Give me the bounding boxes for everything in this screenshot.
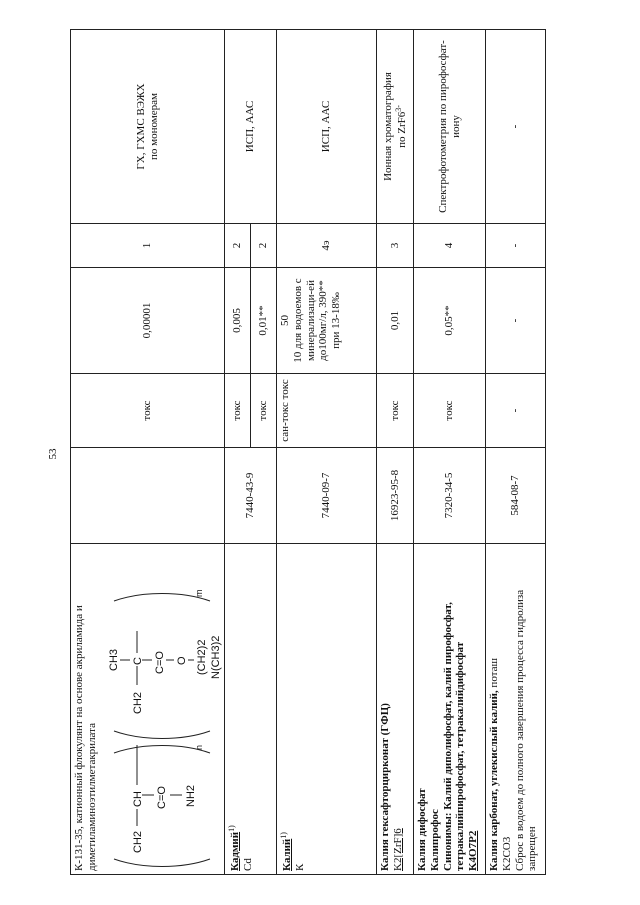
formula-n: n	[194, 744, 205, 750]
cadmium-name: Кадмий	[229, 831, 242, 871]
formula-ch2-2n: (CH2)2	[196, 639, 209, 675]
table-row-cadmium-1	[225, 30, 251, 875]
substances-table	[70, 29, 546, 875]
diphosphate-synonyms-label: Синонимы:	[441, 812, 454, 871]
formula-ch3: CH3	[108, 648, 121, 671]
cell-carbonate-pdk: -	[486, 268, 546, 374]
carbonate-name-extra: поташ	[488, 658, 501, 688]
cell-diphosphate-name	[414, 544, 486, 875]
hexafluorozirconate-method-2	[394, 33, 409, 220]
table-row-carbonate	[486, 30, 546, 875]
formula-nh2: NH2	[185, 784, 198, 807]
rotated-table-wrapper	[70, 30, 539, 875]
cell-cadmium-pdk-2: 0,01**	[251, 268, 277, 374]
diphosphate-synonyms-text: Калий диполифосфат, калий пирофосфат, тетракалийпирофосфат, тетракалийдифосфат	[441, 602, 467, 871]
diphosphate-name-2: Калипрофос	[428, 809, 441, 871]
formula-o: O	[176, 656, 189, 665]
cell-flocculant-hazard: токс	[71, 374, 225, 448]
hexafluorozirconate-formula: K2[ZrF]6	[391, 828, 404, 871]
page-number: 53	[47, 448, 59, 460]
potassium-symbol: К	[293, 863, 306, 871]
cell-cadmium-method: ИСП, ААС	[225, 30, 277, 224]
formula-co-2: C=O	[154, 651, 167, 674]
cell-cadmium-class-1: 2	[225, 224, 251, 268]
carbonate-name: Калия карбонат, углекислый калий,	[488, 690, 501, 871]
cell-hexafluorozirconate-name	[377, 544, 414, 875]
cell-cadmium-name	[225, 544, 277, 875]
cell-carbonate-name	[486, 544, 546, 875]
cell-carbonate-hazard: -	[486, 374, 546, 448]
cell-hexafluorozirconate-pdk: 0,01	[377, 268, 414, 374]
flocculant-method: ГХ, ГХМС ВЭЖХ	[135, 83, 147, 170]
formula-ch2-1: CH2	[132, 830, 145, 853]
hexafluorozirconate-name: Калия гексафторцирконат (ГФЦ)	[379, 703, 392, 871]
cell-potassium-class: 4э	[277, 224, 377, 268]
acrylamide-copolymer-structure	[102, 551, 222, 871]
diphosphate-formula: K4O7P2	[466, 830, 479, 871]
cadmium-symbol: Cd	[241, 858, 254, 871]
cell-carbonate-method: -	[486, 30, 546, 224]
cell-cadmium-pdk-1: 0,005	[225, 268, 251, 374]
cell-hexafluorozirconate-cas: 16923-95-8	[377, 448, 414, 544]
cell-hexafluorozirconate-class: 3	[377, 224, 414, 268]
cell-diphosphate-method: Спектрофотометрия по пирофосфат-иону	[414, 30, 486, 224]
cell-cadmium-class-2: 2	[251, 224, 277, 268]
diphosphate-name: Калия дифосфат	[416, 788, 429, 871]
flocculant-method-note: по мономерам	[147, 93, 160, 160]
cell-diphosphate-pdk: 0,05**	[414, 268, 486, 374]
formula-nme2: N(CH3)2	[210, 635, 223, 679]
cell-potassium-method: ИСП, ААС	[277, 30, 377, 224]
table-row-flocculant	[71, 30, 225, 875]
cell-potassium-cas: 7440-09-7	[277, 448, 377, 544]
cell-cadmium-hazard-2: токс	[251, 374, 277, 448]
flocculant-name: К-131-35, катионный флокулянт на основе акриламида и диметиламиноэтилметакрилата	[73, 605, 98, 871]
hexafluorozirconate-method-2-sup: 3-	[394, 105, 404, 112]
cell-diphosphate-cas: 7320-34-5	[414, 448, 486, 544]
hexafluorozirconate-method-2-text: по ZrF6	[396, 111, 409, 148]
formula-ch2-2: CH2	[132, 691, 145, 714]
cell-flocculant-method	[71, 30, 225, 224]
table-row-hexafluorozirconate	[377, 30, 414, 875]
formula-m: m	[194, 589, 205, 597]
cell-flocculant-cas	[71, 448, 225, 544]
table-row-potassium	[277, 30, 377, 875]
cell-potassium-pdk	[277, 268, 377, 374]
cell-cadmium-hazard-1: токс	[225, 374, 251, 448]
cell-flocculant-name	[71, 544, 225, 875]
cell-cadmium-cas: 7440-43-9	[225, 448, 277, 544]
table-row-diphosphate	[414, 30, 486, 875]
cell-potassium-hazard: сан-токс токс	[277, 374, 377, 448]
potassium-sup: 1)	[279, 832, 289, 839]
cell-carbonate-class: -	[486, 224, 546, 268]
potassium-name: Калий	[281, 838, 294, 871]
rotated-table-viewport	[70, 30, 539, 875]
cell-hexafluorozirconate-method	[377, 30, 414, 224]
formula-ch: CH	[132, 791, 145, 807]
hexafluorozirconate-method: Ионная хроматография	[381, 72, 394, 181]
carbonate-note: Сброс в водоем до полного завершения процесса гидролиза запрещен	[513, 589, 539, 871]
cell-hexafluorozirconate-hazard: токс	[377, 374, 414, 448]
formula-c: C	[132, 657, 145, 665]
diphosphate-synonyms	[442, 547, 467, 871]
formula-co-1: C=O	[156, 786, 169, 809]
cell-flocculant-class: 1	[71, 224, 225, 268]
cell-diphosphate-hazard: токс	[414, 374, 486, 448]
potassium-pdk-2: 10 для водоемов с минерализаци-ей до100мг/л, 390** при 13-18‰	[291, 278, 342, 363]
cell-flocculant-pdk: 0,00001	[71, 268, 225, 374]
cadmium-sup: 1)	[227, 825, 237, 832]
cell-carbonate-cas: 584-08-7	[486, 448, 546, 544]
cell-diphosphate-class: 4	[414, 224, 486, 268]
cell-potassium-name	[277, 544, 377, 875]
potassium-pdk-1: 50	[279, 315, 292, 326]
carbonate-formula: K2CO3	[500, 836, 513, 871]
